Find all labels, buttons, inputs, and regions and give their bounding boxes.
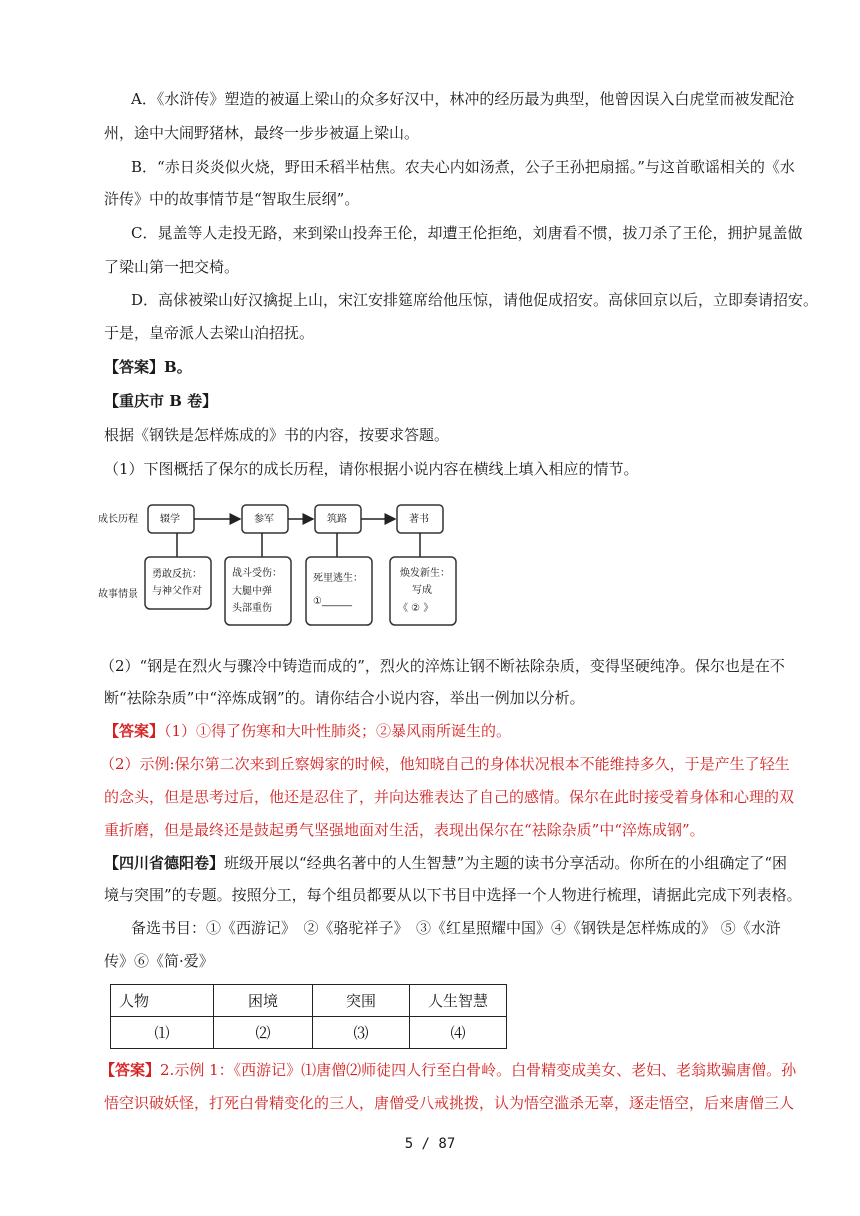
table-header-cell: 困境 — [214, 985, 313, 1017]
answer-tag: 【答案】 — [100, 1061, 161, 1079]
answer-text: 2.示例 1：《西游记》⑴唐僧⑵师徒四人行至白骨岭。白骨精变成美女、老妇、老翁欺骗唐僧。孙 — [160, 1061, 797, 1079]
page-number: 5 / 87 — [404, 1136, 456, 1152]
answer-2-line3: 的念头，但是思考过后，他还是忍住了，并向达雅表达了自己的感情。保尔在此时接受着身体和心理的双 — [104, 788, 795, 806]
answer-text: B。 — [164, 358, 192, 376]
growth-diagram — [90, 492, 462, 634]
option-a-line1: A．《水浒传》塑造的被逼上梁山的众多好汉中，林冲的经历最为典型，他曾因误入白虎堂而被发配沧 — [131, 90, 795, 108]
scene-1-line1: 勇敢反抗： — [152, 569, 202, 580]
question-1: （1）下图概括了保尔的成长历程，请你根据小说内容在横线上填入相应的情节。 — [104, 460, 639, 478]
answer-tag: 【答案】 — [104, 722, 165, 740]
answer-2-line1 — [104, 720, 511, 742]
section-title-chongqing: 【重庆市 B 卷】 — [104, 392, 218, 410]
table-header-cell: 人生智慧 — [410, 985, 507, 1017]
table-header-cell: 人物 — [111, 985, 214, 1017]
section-intro: 根据《钢铁是怎样炼成的》书的内容，按要求答题。 — [104, 426, 450, 444]
stage-label-2: 参军 — [254, 514, 274, 525]
table-header-cell: 突围 — [313, 985, 410, 1017]
section-3-text: 班级开展以“经典名著中的人生智慧”为主题的读书分享活动。你所在的小组确定了“困 — [224, 854, 788, 872]
table-cell: ⑴ — [111, 1017, 214, 1049]
question-2-line2: 断“祛除杂质”中“淬炼成钢”的。请你结合小说内容，举出一例加以分析。 — [104, 689, 585, 707]
scene-4-line3: 《 ② 》 — [398, 603, 434, 614]
stage-label-1: 辍学 — [160, 514, 180, 525]
answer-text: （1）①得了伤寒和大叶性肺炎；②暴风雨所诞生的。 — [164, 722, 512, 740]
option-c-line1: C．晁盖等人走投无路，来到梁山投奔王伦，却遭王伦拒绝，刘唐看不惯，拔刀杀了王伦，拥护晁盖做 — [131, 224, 803, 242]
answer-tag: 【答案】 — [104, 358, 165, 376]
scene-4-line1: 焕发新生： — [400, 568, 450, 579]
question-2-line1: （2）“钢是在烈火与骤冷中铸造而成的”，烈火的淬炼让钢不断祛除杂质，变得坚硬纯净。保尔也是在不 — [100, 657, 785, 675]
book-list-line2: 传》⑥《简·爱》 — [104, 952, 214, 970]
answer-3-line1 — [100, 1059, 796, 1081]
scene-2-line1: 战斗受伤： — [232, 568, 282, 579]
option-d-line1: D．高俅被梁山好汉擒捉上山，宋江安排筵席给他压惊，请他促成招安。高俅回京以后，立即奏请招安。 — [131, 291, 819, 309]
scene-1-line2: 与神父作对 — [152, 586, 202, 597]
scene-box-3 — [306, 557, 372, 625]
table-cell: ⑷ — [410, 1017, 507, 1049]
scene-3-blank: ①______ — [313, 596, 352, 607]
table-header-row — [111, 985, 507, 1017]
answer-3-line2: 悟空识破妖怪，打死白骨精变化的三人，唐僧受八戒挑拨，认为悟空滥杀无辜，逐走悟空，后来唐僧三人 — [104, 1094, 795, 1112]
book-list-line1: 备选书目：①《西游记》 ②《骆驼祥子》 ③《红星照耀中国》④《钢铁是怎样炼成的》 ⑤《水浒 — [131, 919, 781, 937]
section-title-deyang: 【四川省德阳卷】 — [104, 854, 225, 872]
scene-2-line2: 大腿中弹 — [232, 586, 272, 597]
option-d-line2: 于是，皇帝派人去梁山泊招抚。 — [104, 324, 315, 342]
row-label-growth: 成长历程 — [98, 514, 138, 525]
scene-4-line2: 写成 — [412, 585, 432, 596]
table-cell: ⑶ — [313, 1017, 410, 1049]
scene-3-line1: 死里逃生： — [313, 573, 363, 584]
row-label-scene: 故事情景 — [98, 589, 138, 600]
option-b-line2: 浒传》中的故事情节是“智取生辰纲”。 — [104, 190, 360, 208]
stage-label-3: 筑路 — [327, 514, 347, 525]
answer-2-line4: 重折磨，但是最终还是鼓起勇气坚强地面对生活，表现出保尔在“祛除杂质”中“淬炼成钢”。 — [104, 821, 705, 839]
answer-table — [110, 984, 507, 1049]
section-3-line2: 境与突围”的专题。按照分工，每个组员都要从以下书目中选择一个人物进行梳理，请据此完成下列表格。 — [104, 886, 802, 904]
answer-1 — [104, 356, 192, 378]
stage-label-4: 著书 — [409, 514, 429, 525]
option-c-line2: 了梁山第一把交椅。 — [104, 258, 240, 276]
section-3-line1 — [104, 852, 787, 874]
answer-2-line2: （2）示例:保尔第二次来到丘察姆家的时候，他知晓自己的身体状况根本不能维持多久，于是产生了轻生 — [100, 755, 790, 773]
scene-box-1 — [145, 557, 211, 609]
table-cell: ⑵ — [214, 1017, 313, 1049]
option-b-line1: B．“赤日炎炎似火烧，野田禾稻半枯焦。农夫心内如汤煮，公子王孙把扇摇。”与这首歌谣相关的《水 — [131, 158, 795, 176]
scene-2-line3: 头部重伤 — [232, 603, 272, 614]
table-row — [111, 1017, 507, 1049]
option-a-line2: 州，途中大闹野猪林，最终一步步被逼上梁山。 — [104, 124, 420, 142]
